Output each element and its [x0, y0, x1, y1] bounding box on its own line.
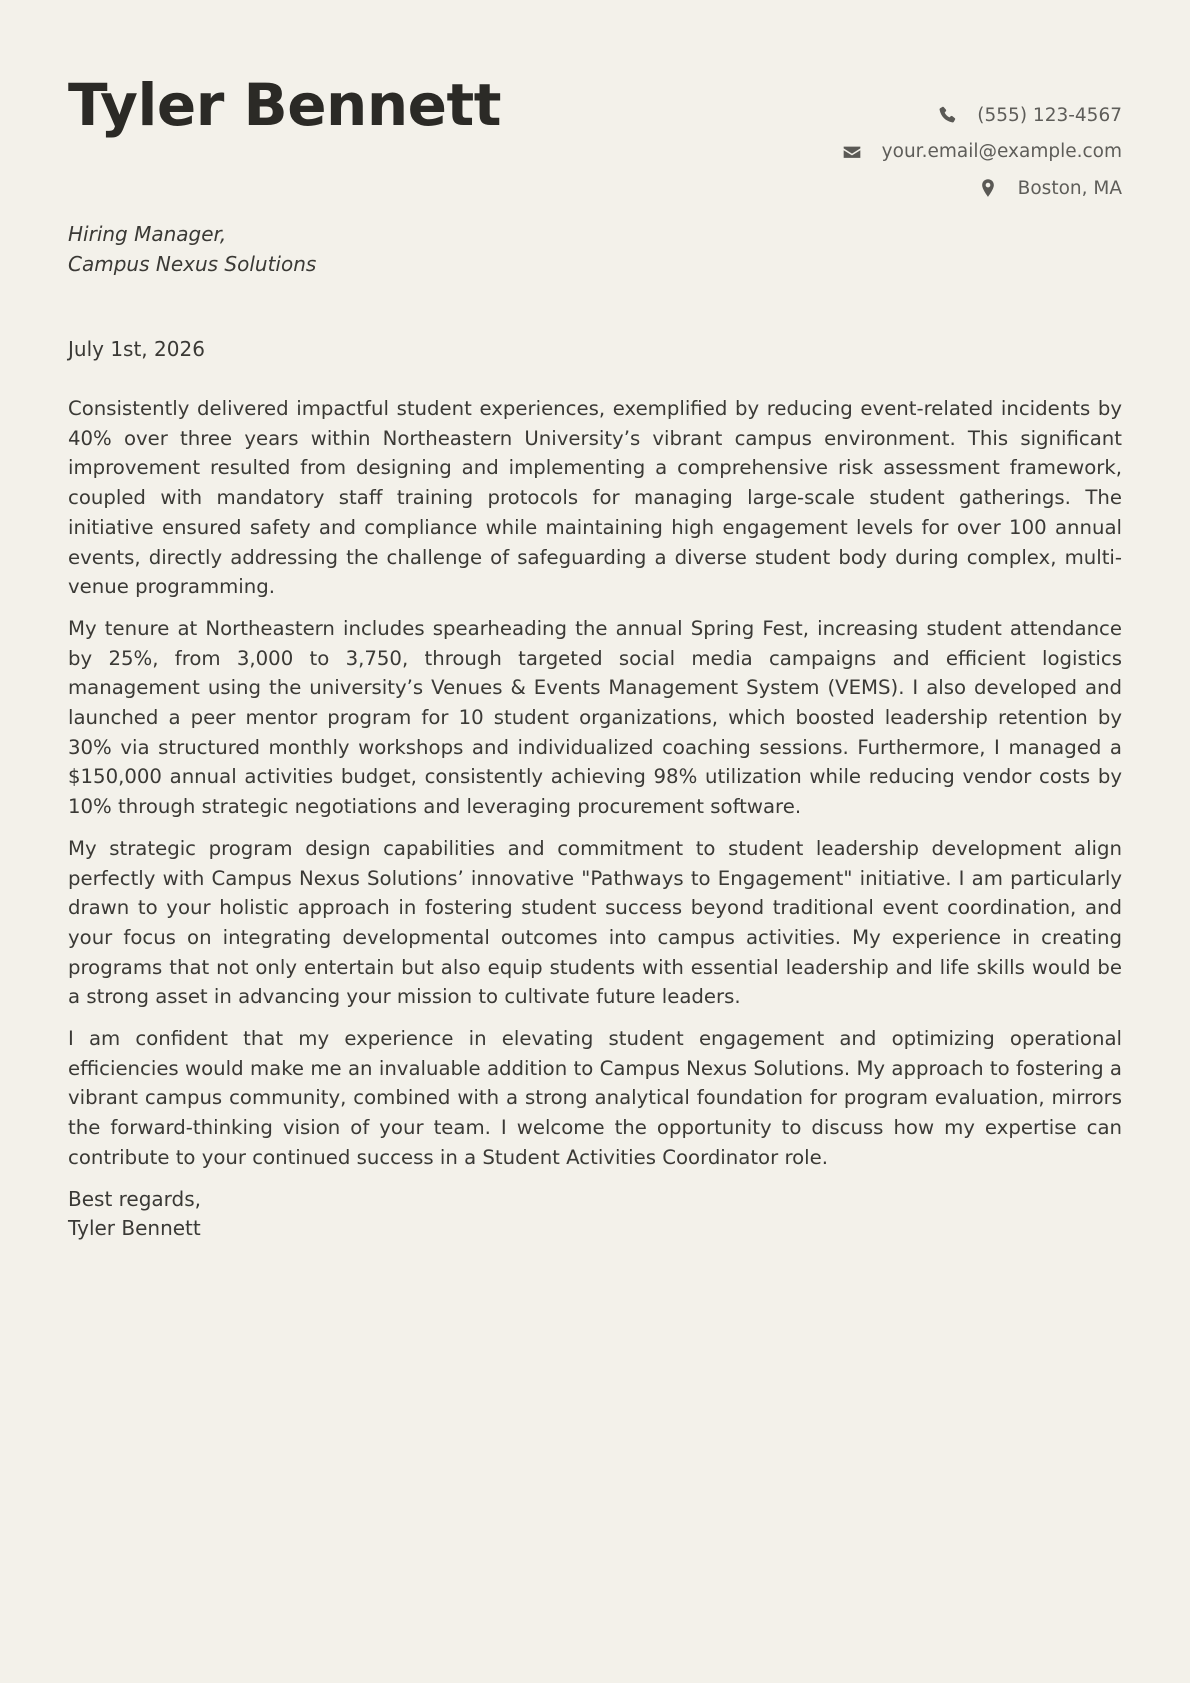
recipient-block	[68, 219, 1122, 279]
body-paragraph: My strategic program design capabilities and commitment to student leadership development align perfectly with Campus Nexus Solutions’ innovative "Pathways to Engagement" initiative. I am particularly drawn to your holistic approach in fostering student success beyond traditional event coordination, and your focus on integrating developmental outcomes into campus activities. My experience in creating programs that not only entertain but also equip students with essential leadership and life skills would be a strong asset in advancing your mission to cultivate future leaders.	[68, 836, 1122, 1009]
email-address: your.email@example.com	[881, 141, 1122, 163]
letter-date: July 1st, 2026	[68, 337, 205, 361]
phone-icon	[935, 103, 959, 127]
letter-header	[68, 0, 1122, 205]
phone-number: (555) 123-4567	[977, 104, 1122, 126]
map-marker-icon	[976, 176, 1000, 200]
body-paragraph: My tenure at Northeastern includes spearheading the annual Spring Fest, increasing student attendance by 25%, from 3,000 to 3,750, through targeted social media campaigns and efficient logistics management using the university’s Venues & Events Management System (VEMS). I also developed and launched a peer mentor program for 10 student organizations, which boosted leadership retention by 30% via structured monthly workshops and individualized coaching sessions. Furthermore, I managed a $150,000 annual activities budget, consistently achieving 98% utilization while reducing vendor costs by 10% through strategic negotiations and leveraging procurement software.	[68, 616, 1122, 819]
body-paragraph: Consistently delivered impactful student experiences, exemplified by reducing event-related incidents by 40% over three years within Northeastern University’s vibrant campus environment. This significant improvement resulted from designing and implementing a comprehensive risk assessment framework, coupled with mandatory staff training protocols for managing large-scale student gatherings. The initiative ensured safety and compliance while maintaining high engagement levels for over 100 annual events, directly addressing the challenge of safeguarding a diverse student body during complex, multi-venue programming.	[68, 397, 1122, 599]
closing-salutation: Best regards,	[68, 1186, 202, 1211]
letter-body	[68, 394, 1122, 1173]
recipient-title: Hiring Manager,	[68, 222, 227, 246]
applicant-name: Tyler Bennett	[68, 71, 501, 139]
location-text: Boston, MA	[1017, 177, 1122, 199]
contact-location	[840, 170, 1122, 207]
contact-email	[840, 134, 1122, 171]
closing-signature: Tyler Bennett	[68, 1216, 201, 1241]
contact-phone	[840, 97, 1122, 134]
body-paragraph: I am confident that my experience in elevating student engagement and optimizing operational efficiencies would make me an invaluable addition to Campus Nexus Solutions. My approach to fostering a vibrant campus community, combined with a strong analytical foundation for program evaluation, mirrors the forward-thinking vision of your team. I welcome the opportunity to discuss how my expertise can contribute to your continued success in a Student Activities Coordinator role.	[68, 1027, 1122, 1169]
letter-closing	[68, 1185, 1122, 1244]
envelope-icon	[840, 140, 864, 164]
contact-info	[840, 97, 1122, 207]
recipient-company: Campus Nexus Solutions	[68, 252, 317, 276]
